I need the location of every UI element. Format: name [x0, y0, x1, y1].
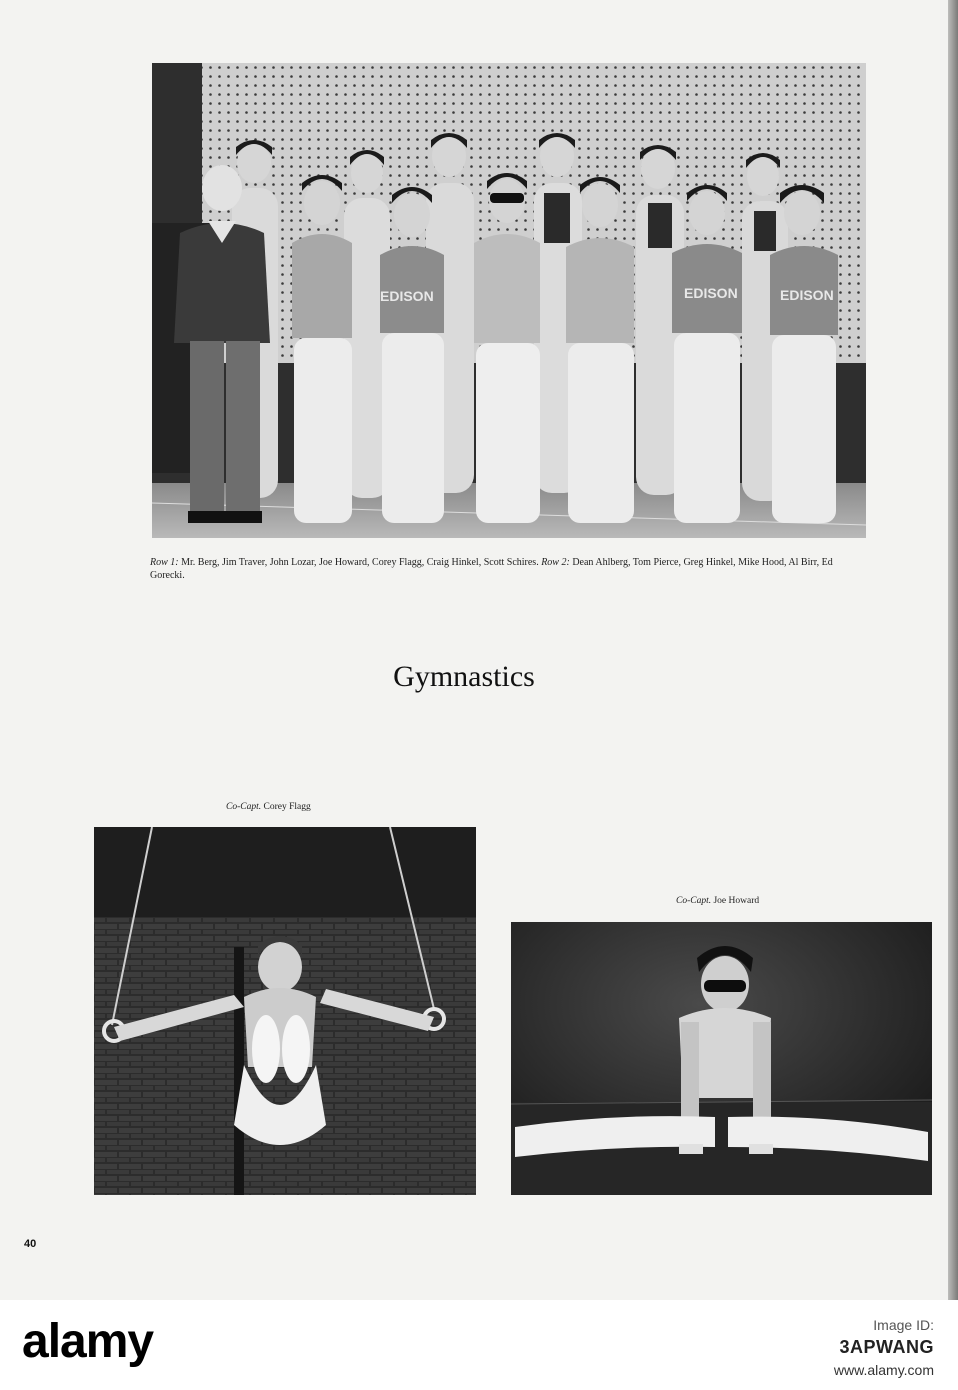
image-id-label: Image ID: — [873, 1317, 934, 1333]
rings-photo — [94, 827, 476, 1195]
page-number: 40 — [24, 1238, 37, 1250]
image-id-value: 3APWANG — [839, 1337, 934, 1357]
row2-label: Row 2: — [541, 557, 570, 568]
team-photo-illustration — [152, 63, 866, 538]
alamy-logo: alamy — [22, 1315, 154, 1368]
jersey-label: EDISON — [684, 285, 738, 301]
section-title: Gymnastics — [393, 660, 535, 693]
jersey-label: EDISON — [380, 288, 434, 304]
howard-caption-name: Joe Howard — [711, 896, 760, 906]
rings-photo-illustration — [94, 827, 476, 1195]
flagg-caption — [226, 802, 311, 812]
flagg-caption-prefix: Co-Capt. — [226, 802, 262, 812]
flagg-caption-name: Corey Flagg — [261, 802, 311, 812]
page-edge — [948, 0, 958, 1300]
howard-caption-prefix: Co-Capt. — [676, 896, 712, 906]
row2-names: Dean Ahlberg, Tom Pierce, Greg Hinkel, Mike Hood, Al Birr, Ed Gorecki. — [150, 557, 833, 581]
jersey-label: EDISON — [780, 287, 834, 303]
split-photo-illustration — [511, 922, 932, 1195]
row1-label: Row 1: — [150, 557, 179, 568]
howard-caption — [676, 896, 759, 906]
image-id-block — [839, 1314, 934, 1358]
team-photo-caption — [150, 556, 868, 582]
row1-names: Mr. Berg, Jim Traver, John Lozar, Joe Howard, Corey Flagg, Craig Hinkel, Scott Schires. — [178, 557, 542, 568]
split-photo — [511, 922, 932, 1195]
footer-url[interactable]: www.alamy.com — [833, 1362, 934, 1378]
stock-footer — [0, 1300, 958, 1390]
team-photo — [152, 63, 866, 538]
